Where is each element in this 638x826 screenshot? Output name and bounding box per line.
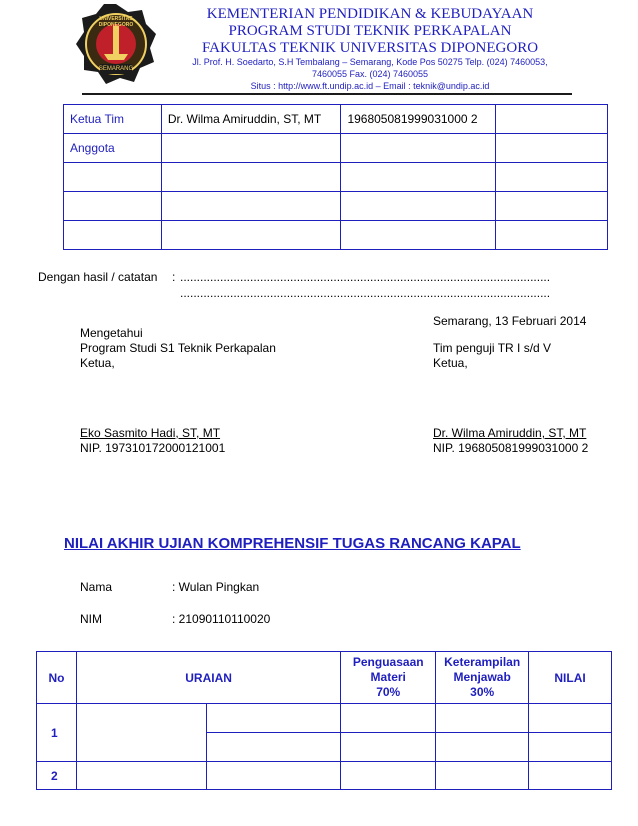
- place-date: Semarang, 13 Februari 2014: [433, 314, 587, 328]
- grade-cell: [341, 762, 436, 790]
- notes-label: Dengan hasil / catatan: [38, 270, 158, 284]
- grade-header-no: No: [37, 652, 77, 704]
- grade-header-penguasaan: [341, 652, 436, 704]
- header-faculty: FAKULTAS TEKNIK UNIVERSITAS DIPONEGORO: [201, 40, 539, 56]
- team-cell: [161, 221, 341, 250]
- grade-cell: [206, 733, 341, 762]
- team-cell: Anggota: [64, 134, 162, 163]
- grade-cell: [341, 704, 436, 733]
- grade-header-nilai: NILAI: [529, 652, 612, 704]
- team-cell: [161, 192, 341, 221]
- team-cell: [496, 192, 608, 221]
- right-title-1: Tim penguji TR I s/d V: [433, 341, 552, 355]
- student-name-label: Nama: [80, 580, 113, 594]
- header-address-2: 7460055 Fax. (024) 7460055: [311, 69, 429, 79]
- header-program: PROGRAM STUDI TEKNIK PERKAPALAN: [228, 23, 512, 39]
- logo-top-text: UNIVERSITAS DIPONEGORO: [98, 16, 134, 28]
- team-cell: [496, 221, 608, 250]
- team-cell: Ketua Tim: [64, 105, 162, 134]
- right-signatory-nip: NIP. 196805081999031000 2: [433, 441, 589, 455]
- notes-dots-line-1: ...............................................................................................................: [180, 270, 551, 284]
- student-name-value: : Wulan Pingkan: [172, 580, 260, 594]
- grade-header-uraian: URAIAN: [76, 652, 340, 704]
- keterampilan-line-1: Keterampilan: [444, 655, 521, 669]
- header-website-email: Situs : http://www.ft.undip.ac.id – Email : teknik@undip.ac.id: [250, 81, 490, 91]
- grade-cell: [206, 704, 341, 733]
- left-signatory-nip: NIP. 197310172000121001: [80, 441, 226, 455]
- team-cell: [341, 192, 496, 221]
- team-row: [64, 134, 608, 163]
- grade-cell: [436, 762, 529, 790]
- keterampilan-line-2: Menjawab: [453, 670, 511, 684]
- team-cell: [496, 134, 608, 163]
- grade-row-2-no: 2: [37, 762, 77, 790]
- grade-cell: [76, 762, 206, 790]
- penguasaan-line-3: 70%: [376, 685, 401, 699]
- team-cell: [64, 192, 162, 221]
- left-title-2: Program Studi S1 Teknik Perkapalan: [80, 341, 276, 355]
- notes-colon: :: [172, 270, 176, 284]
- team-cell: [496, 163, 608, 192]
- right-signatory-name: Dr. Wilma Amiruddin, ST, MT: [433, 426, 587, 440]
- right-title-2: Ketua,: [433, 356, 468, 370]
- team-cell: [496, 105, 608, 134]
- left-title-1: Mengetahui: [80, 326, 143, 340]
- grade-cell: [436, 733, 529, 762]
- team-cell: [341, 163, 496, 192]
- left-title-3: Ketua,: [80, 356, 115, 370]
- team-row: [64, 163, 608, 192]
- team-cell: [64, 221, 162, 250]
- grade-row-1-uraian: [76, 704, 206, 762]
- team-row: [64, 105, 608, 134]
- team-cell: [341, 134, 496, 163]
- grade-cell: [436, 704, 529, 733]
- team-cell: [64, 163, 162, 192]
- logo-bottom-text: SEMARANG: [98, 66, 134, 72]
- header-address-1: Jl. Prof. H. Soedarto, S.H Tembalang – Semarang, Kode Pos 50275 Telp. (024) 7460053,: [192, 57, 548, 67]
- team-row: [64, 221, 608, 250]
- student-nim-label: NIM: [80, 612, 102, 626]
- header-ministry: KEMENTERIAN PENDIDIKAN & KEBUDAYAAN: [206, 6, 534, 22]
- grade-header-keterampilan: [436, 652, 529, 704]
- team-cell: [161, 134, 341, 163]
- team-cell: [341, 221, 496, 250]
- keterampilan-line-3: 30%: [470, 685, 495, 699]
- student-nim-value: : 21090110110020: [172, 612, 271, 626]
- final-exam-title: NILAI AKHIR UJIAN KOMPREHENSIF TUGAS RANCANG KAPAL: [64, 535, 521, 552]
- team-cell: [161, 163, 341, 192]
- grade-cell: [341, 733, 436, 762]
- penguasaan-line-1: Penguasaan: [352, 655, 424, 669]
- team-cell: Dr. Wilma Amiruddin, ST, MT: [161, 105, 341, 134]
- grade-cell: [529, 704, 612, 733]
- team-row: [64, 192, 608, 221]
- grade-cell: [206, 762, 341, 790]
- examiner-team-table: [63, 104, 608, 250]
- notes-dots-line-2: ...............................................................................................................: [180, 286, 551, 300]
- header-divider: [82, 93, 572, 95]
- grade-row-1-no: 1: [37, 704, 77, 762]
- penguasaan-line-2: Materi: [370, 670, 406, 684]
- grade-cell: [529, 733, 612, 762]
- left-signatory-name: Eko Sasmito Hadi, ST, MT: [80, 426, 221, 440]
- team-cell: 196805081999031000 2: [341, 105, 496, 134]
- university-logo: [74, 2, 158, 86]
- grade-cell: [529, 762, 612, 790]
- grade-table: [36, 651, 612, 790]
